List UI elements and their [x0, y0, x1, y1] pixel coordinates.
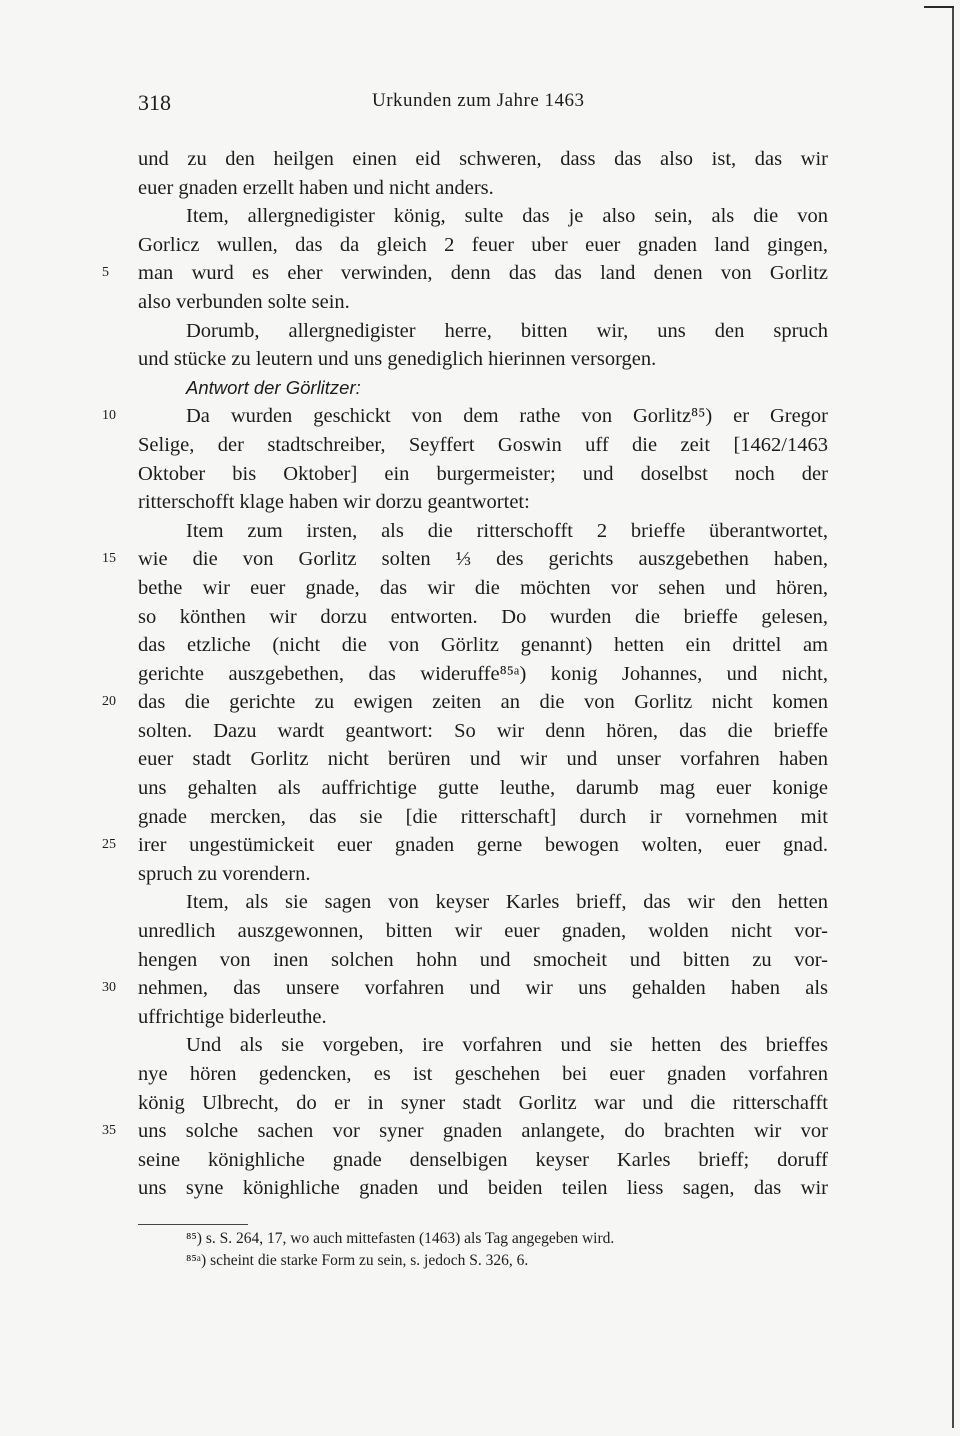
footnote-rule	[138, 1224, 248, 1225]
text-line: 35 uns solche sachen vor syner gnaden anlangete, do brachten wir vor	[138, 1117, 828, 1146]
text-line: Dorumb, allergnedigister herre, bitten wir, uns den spruch	[186, 319, 828, 342]
line-number: 5	[102, 265, 109, 281]
line-number: 20	[102, 694, 116, 710]
body-text	[102, 145, 828, 1203]
text-line: so könthen wir dorzu entworten. Do wurden die brieffe gelesen,	[138, 605, 828, 628]
line-number: 15	[102, 551, 116, 567]
footnotes	[186, 1228, 828, 1272]
footnote-85: ⁸⁵) s. S. 264, 17, wo auch mittefasten (1463) als Tag angegeben wird.	[186, 1230, 615, 1247]
text-line: und zu den heilgen einen eid schweren, dass das also ist, das wir	[138, 148, 828, 170]
line-number: 25	[102, 837, 116, 853]
line-number: 35	[102, 1123, 116, 1139]
text-line: uns gehalten als auffrichtige gutte leuthe, darumb mag euer konige	[138, 777, 828, 800]
running-head: Urkunden zum Jahre 1463	[372, 90, 585, 111]
text-line: und stücke zu leutern und uns genediglich hierinnen versorgen.	[138, 348, 657, 371]
text-line: Item, allergnedigister könig, sulte das je also sein, als die von	[186, 205, 828, 228]
text-line: unredlich auszgewonnen, bitten wir euer gnaden, wolden nicht vor-	[138, 920, 828, 943]
text-line: euer gnaden erzellt haben und nicht anders.	[138, 176, 494, 199]
text-line: 25 irer ungestümickeit euer gnaden gerne bewogen wolten, euer gnad.	[138, 831, 828, 860]
text-line: Item zum irsten, als die ritterschofft 2 brieffe überantwortet,	[186, 519, 828, 542]
text-line: könig Ulbrecht, do er in syner stadt Gorlitz war und die ritterschafft	[138, 1091, 828, 1114]
section-heading: Antwort der Görlitzer:	[186, 376, 361, 398]
text-line: das etzliche (nicht die von Görlitz genannt) hetten ein drittel am	[138, 634, 828, 657]
text-line: also verbunden solte sein.	[138, 290, 350, 313]
text-line: Selige, der stadtschreiber, Seyffert Goswin uff die zeit [1462/1463	[138, 433, 828, 456]
text-line: Und als sie vorgeben, ire vorfahren und sie hetten des brieffes	[186, 1034, 828, 1057]
text-line: bethe wir euer gnade, das wir die möchten vor sehen und hören,	[138, 576, 828, 599]
text-line: 10 Da wurden geschickt von dem rathe von Gorlitz⁸⁵) er Gregor	[138, 402, 828, 431]
text-line: gerichte auszgebethen, das wideruffe⁸⁵ᵃ) konig Johannes, und nicht,	[138, 662, 828, 685]
text-line: Gorlicz wullen, das da gleich 2 feuer uber euer gnaden land gingen,	[138, 233, 828, 256]
line-number: 30	[102, 980, 116, 996]
text-line: 30 nehmen, das unsere vorfahren und wir uns gehalden haben als	[138, 974, 828, 1003]
text-line: Oktober bis Oktober] ein burgermeister; und doselbst noch der	[138, 462, 828, 485]
text-line: euer stadt Gorlitz nicht berüren und wir und unser vorfahren haben	[138, 748, 828, 771]
text-line: uns syne könighliche gnaden und beiden teilen liess sagen, das wir	[138, 1177, 828, 1200]
line-number: 10	[102, 408, 116, 424]
text-line: seine könighliche gnade denselbigen keyser Karles brieff; doruff	[138, 1148, 828, 1171]
text-line: 20 das die gerichte zu ewigen zeiten an die von Gorlitz nicht komen	[138, 688, 828, 717]
footnote-85a: ⁸⁵ᵃ) scheint die starke Form zu sein, s. jedoch S. 326, 6.	[186, 1252, 529, 1269]
text-line: solten. Dazu wardt geantwort: So wir denn hören, das die brieffe	[138, 719, 828, 742]
page-number: 318	[138, 90, 171, 115]
text-line: ritterschofft klage haben wir dorzu geantwortet:	[138, 491, 530, 514]
text-line: 5 man wurd es eher verwinden, denn das das land denen von Gorlitz	[138, 259, 828, 288]
text-line: spruch zu vorendern.	[138, 862, 311, 885]
text-line: uffrichtige biderleuthe.	[138, 1005, 327, 1028]
text-line: nye hören gedencken, es ist geschehen bei euer gnaden vorfahren	[138, 1063, 828, 1085]
scan-edge-top	[924, 6, 954, 8]
text-line: Item, als sie sagen von keyser Karles brieff, das wir den hetten	[186, 891, 828, 914]
scan-edge-line	[952, 8, 954, 1428]
text-line: hengen von inen solchen hohn und smocheit und bitten zu vor-	[138, 948, 828, 971]
text-line: 15 wie die von Gorlitz solten ⅓ des gerichts auszgebethen haben,	[138, 545, 828, 574]
text-line: gnade mercken, das sie [die ritterschaft] durch ir vornehmen mit	[138, 805, 828, 828]
